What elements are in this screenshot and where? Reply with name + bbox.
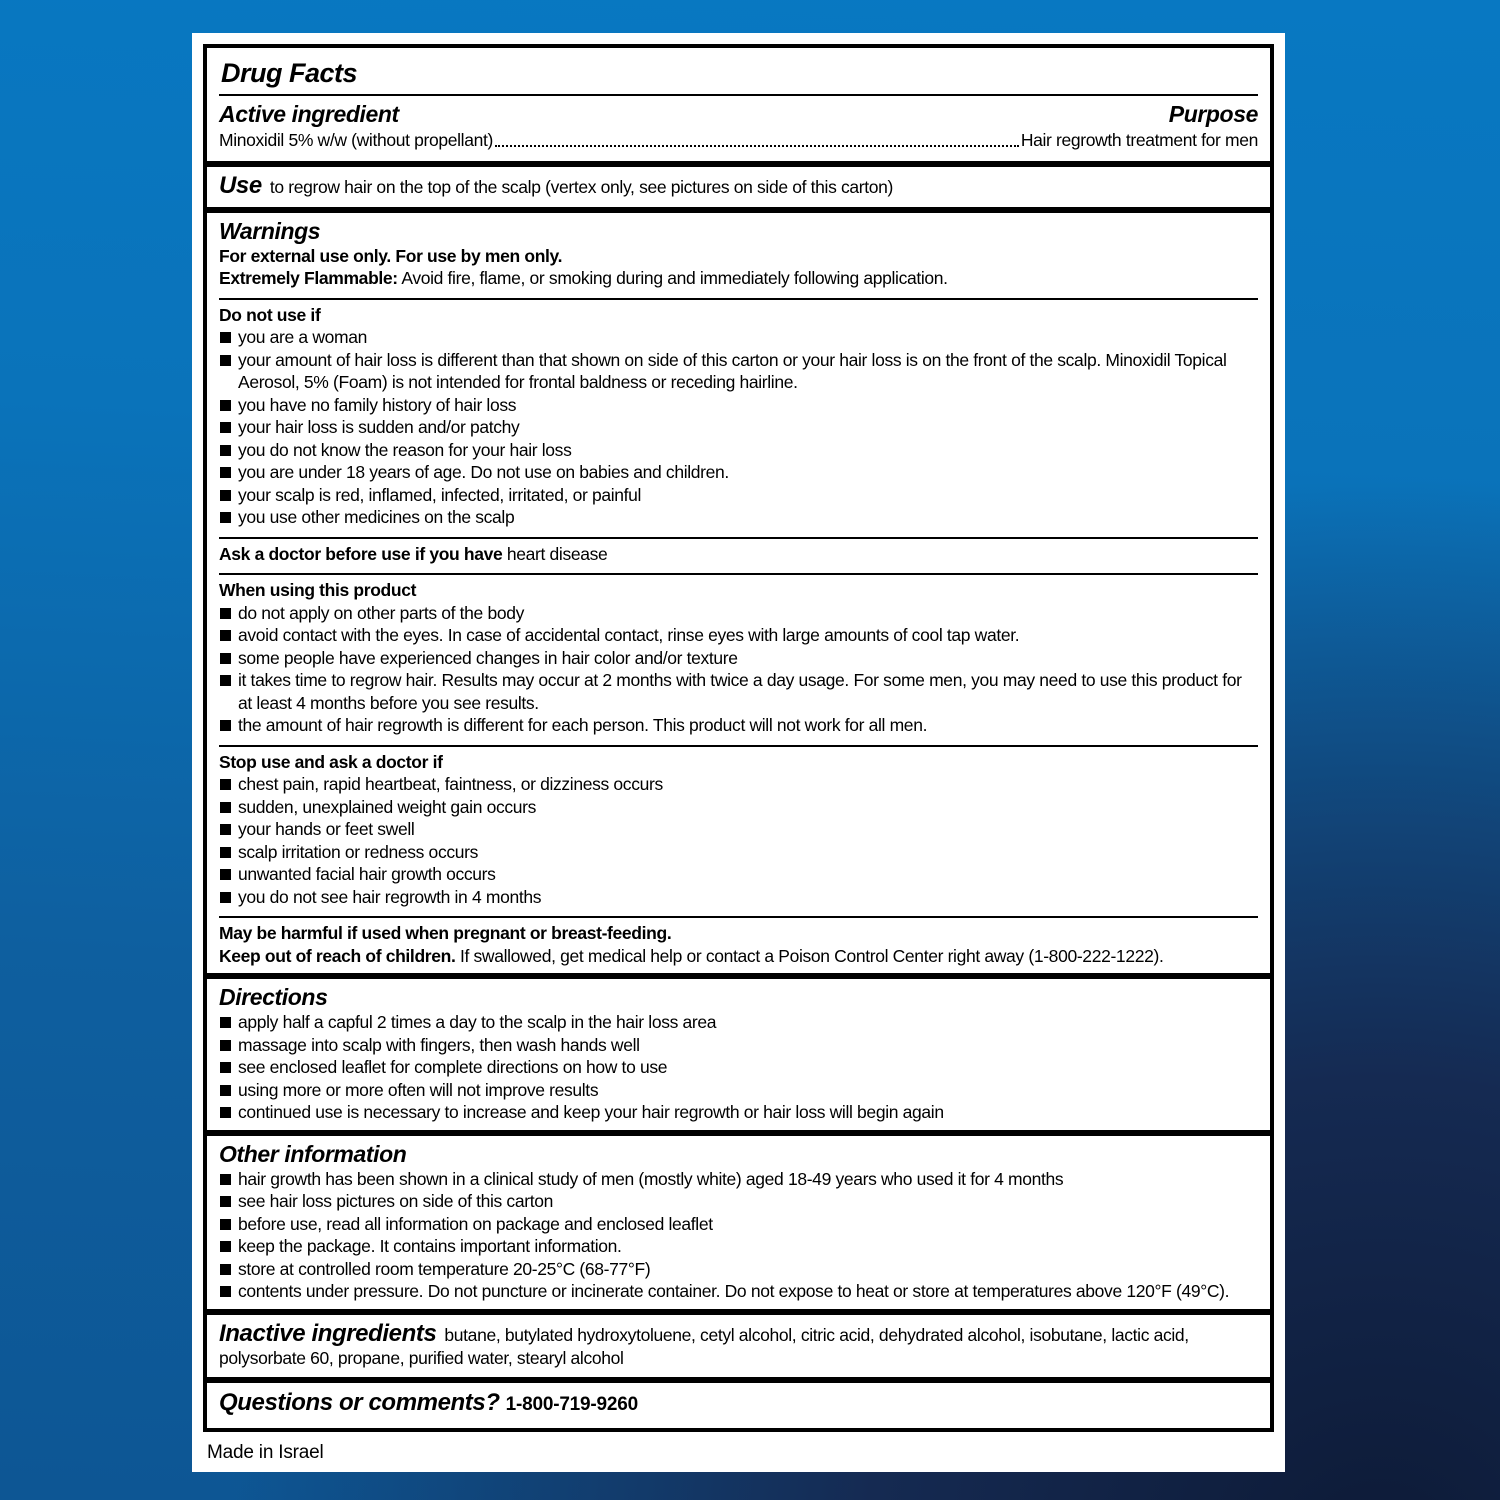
bullet-text: avoid contact with the eyes. In case of accidental contact, rinse eyes with large amounts of cool tap water.	[238, 625, 1020, 645]
inactive-ingredients-text: butane, butylated hydroxytoluene, cetyl alcohol, citric acid, dehydrated alcohol, isobutane, lactic acid, polysorbate 60, propane, purified water, stearyl alcohol	[219, 1324, 1189, 1368]
active-ingredient-heading: Active ingredient	[219, 101, 399, 127]
when-using-list	[219, 602, 1258, 737]
bullet-item	[219, 506, 1258, 529]
bullet-text: continued use is necessary to increase and keep your hair regrowth or hair loss will begin again	[238, 1102, 944, 1122]
square-bullet-icon	[220, 1040, 231, 1051]
stop-use-list	[219, 773, 1258, 908]
bullet-text: the amount of hair regrowth is different for each person. This product will not work for all men.	[238, 715, 928, 735]
bullet-text: your amount of hair loss is different than that shown on side of this carton or your hair loss is on the front of the scalp. Minoxidil Topical Aerosol, 5% (Foam) is not intended for frontal baldness or receding hairline.	[238, 349, 1227, 392]
section-inactive-ingredients	[207, 1309, 1270, 1378]
square-bullet-icon	[220, 1286, 231, 1297]
directions-list	[219, 1011, 1258, 1124]
bullet-text: do not apply on other parts of the body	[238, 602, 525, 623]
stop-use-group	[219, 745, 1258, 913]
bullet-text: you use other medicines on the scalp	[238, 507, 515, 527]
directions-heading: Directions	[219, 984, 328, 1010]
section-warnings	[207, 207, 1270, 974]
bullet-text: chest pain, rapid heartbeat, faintness, or dizziness occurs	[238, 774, 663, 794]
bullet-item	[219, 796, 1258, 819]
active-ingredient-name: Minoxidil 5% w/w (without propellant)	[219, 130, 493, 150]
questions-row	[219, 1387, 1258, 1422]
external-use-line: For external use only. For use by men only.	[219, 245, 563, 266]
flammable-rest: Avoid fire, flame, or smoking during and immediately following application.	[397, 268, 948, 288]
square-bullet-icon	[220, 1062, 231, 1073]
square-bullet-icon	[220, 490, 231, 501]
purpose-value: Hair regrowth treatment for men	[1020, 130, 1258, 150]
flammable-bold: Extremely Flammable:	[219, 268, 398, 288]
bullet-text: see hair loss pictures on side of this carton	[238, 1191, 553, 1211]
bullet-item	[219, 1213, 1258, 1236]
bullet-item	[219, 863, 1258, 886]
bullet-item	[219, 714, 1258, 737]
square-bullet-icon	[220, 630, 231, 641]
bullet-item	[219, 1190, 1258, 1213]
purpose-heading: Purpose	[1168, 101, 1258, 127]
bullet-text: unwanted facial hair growth occurs	[238, 864, 496, 884]
bullet-item	[219, 602, 1258, 625]
do-not-use-heading: Do not use if	[219, 304, 321, 325]
bullet-item	[219, 394, 1258, 417]
do-not-use-list	[219, 326, 1258, 529]
ask-doctor-group	[219, 537, 1258, 570]
bullet-text: it takes time to regrow hair. Results may occur at 2 months with twice a day usage. For some men, you may need to use this product for at least 4 months before you see results.	[238, 670, 1242, 713]
bullet-text: hair growth has been shown in a clinical study of men (mostly white) aged 18-49 years who used it for 4 months	[238, 1168, 1064, 1189]
square-bullet-icon	[220, 802, 231, 813]
bullet-item	[219, 624, 1258, 647]
square-bullet-icon	[220, 779, 231, 790]
bullet-item	[219, 1101, 1258, 1124]
use-row	[219, 171, 1258, 201]
square-bullet-icon	[220, 1196, 231, 1207]
bullet-item	[219, 1280, 1258, 1303]
bullet-text: using more or more often will not improve results	[238, 1079, 599, 1100]
square-bullet-icon	[220, 1241, 231, 1252]
bullet-item	[219, 886, 1258, 909]
bullet-text: you do not know the reason for your hair loss	[238, 439, 572, 460]
flammable-line	[219, 267, 1258, 294]
bullet-text: your hands or feet swell	[238, 819, 415, 839]
active-ingredient-header-row	[219, 96, 1258, 128]
square-bullet-icon	[220, 1085, 231, 1096]
square-bullet-icon	[220, 512, 231, 523]
other-information-heading: Other information	[219, 1140, 407, 1167]
drug-facts-box	[203, 44, 1274, 1432]
bullet-item	[219, 818, 1258, 841]
keep-out-line	[219, 945, 1258, 968]
questions-phone: 1-800-719-9260	[505, 1394, 639, 1415]
bullet-item	[219, 1235, 1258, 1258]
square-bullet-icon	[220, 869, 231, 880]
section-directions	[207, 973, 1270, 1130]
drug-facts-panel	[192, 33, 1285, 1472]
keep-out-bold: Keep out of reach of children.	[219, 945, 456, 966]
ask-doctor-rest: heart disease	[502, 543, 608, 564]
square-bullet-icon	[220, 355, 231, 366]
section-title-active-ingredient	[207, 48, 1270, 161]
square-bullet-icon	[220, 467, 231, 478]
square-bullet-icon	[220, 332, 231, 343]
square-bullet-icon	[220, 653, 231, 664]
made-in-text: Made in Israel	[207, 1441, 324, 1463]
bullet-item	[219, 669, 1258, 714]
when-using-group	[219, 573, 1258, 741]
bullet-item	[219, 416, 1258, 439]
bullet-text: you are a woman	[238, 327, 367, 347]
bullet-item	[219, 326, 1258, 349]
bullet-text: your hair loss is sudden and/or patchy	[238, 417, 520, 437]
bullet-text: contents under pressure. Do not puncture or incinerate container. Do not expose to heat or store at temperatures above 120°F (49°C).	[238, 1281, 1230, 1301]
bullet-text: keep the package. It contains important information.	[238, 1236, 622, 1256]
questions-heading: Questions or comments?	[219, 1389, 500, 1416]
bullet-item	[219, 841, 1258, 864]
use-text: to regrow hair on the top of the scalp (vertex only, see pictures on side of this carton)	[269, 176, 893, 197]
ask-doctor-bold: Ask a doctor before use if you have	[219, 543, 503, 564]
bullet-item	[219, 1056, 1258, 1079]
other-information-list	[219, 1168, 1258, 1303]
bullet-item	[219, 1011, 1258, 1034]
bullet-item	[219, 647, 1258, 670]
harmful-line: May be harmful if used when pregnant or breast-feeding.	[219, 923, 672, 943]
bullet-item	[219, 1258, 1258, 1281]
bullet-text: scalp irritation or redness occurs	[238, 841, 479, 862]
square-bullet-icon	[220, 1107, 231, 1118]
bullet-item	[219, 1168, 1258, 1191]
bullet-text: see enclosed leaflet for complete directions on how to use	[238, 1057, 668, 1077]
bullet-text: before use, read all information on package and enclosed leaflet	[238, 1213, 713, 1234]
inactive-ingredients-heading: Inactive ingredients	[219, 1319, 437, 1347]
do-not-use-group	[219, 298, 1258, 533]
bullet-item	[219, 349, 1258, 394]
bullet-text: your scalp is red, inflamed, infected, irritated, or painful	[238, 484, 642, 505]
bullet-text: you are under 18 years of age. Do not use on babies and children.	[238, 462, 729, 482]
bullet-text: apply half a capful 2 times a day to the scalp in the hair loss area	[238, 1012, 717, 1032]
bullet-text: store at controlled room temperature 20-25°C (68-77°F)	[238, 1258, 651, 1279]
warnings-heading: Warnings	[219, 217, 321, 244]
bullet-text: sudden, unexplained weight gain occurs	[238, 796, 537, 817]
square-bullet-icon	[220, 1264, 231, 1275]
square-bullet-icon	[220, 1219, 231, 1230]
drug-facts-title: Drug Facts	[219, 52, 1258, 96]
use-heading: Use	[219, 171, 262, 199]
pregnancy-group	[219, 916, 1258, 967]
active-ingredient-row	[219, 128, 1258, 155]
bullet-item	[219, 461, 1258, 484]
bullet-item	[219, 1034, 1258, 1057]
keep-out-rest: If swallowed, get medical help or contact a Poison Control Center right away (1-800-222-1222).	[455, 945, 1164, 966]
square-bullet-icon	[220, 720, 231, 731]
bullet-item	[219, 484, 1258, 507]
square-bullet-icon	[220, 675, 231, 686]
square-bullet-icon	[220, 608, 231, 619]
square-bullet-icon	[220, 1174, 231, 1185]
bullet-text: some people have experienced changes in hair color and/or texture	[238, 647, 738, 668]
section-other-information	[207, 1130, 1270, 1309]
section-questions	[207, 1377, 1270, 1428]
square-bullet-icon	[220, 824, 231, 835]
square-bullet-icon	[220, 892, 231, 903]
square-bullet-icon	[220, 422, 231, 433]
square-bullet-icon	[220, 445, 231, 456]
square-bullet-icon	[220, 1017, 231, 1028]
bullet-item	[219, 439, 1258, 462]
bullet-text: massage into scalp with fingers, then wash hands well	[238, 1034, 640, 1055]
square-bullet-icon	[220, 400, 231, 411]
when-using-heading: When using this product	[219, 580, 417, 600]
bullet-item	[219, 1079, 1258, 1102]
square-bullet-icon	[220, 847, 231, 858]
stop-use-heading: Stop use and ask a doctor if	[219, 751, 443, 772]
bullet-item	[219, 773, 1258, 796]
bullet-text: you do not see hair regrowth in 4 months	[238, 886, 542, 907]
bullet-text: you have no family history of hair loss	[238, 394, 517, 415]
section-use	[207, 161, 1270, 207]
inactive-ingredients-row	[219, 1319, 1258, 1372]
dotted-leader	[495, 145, 1019, 147]
